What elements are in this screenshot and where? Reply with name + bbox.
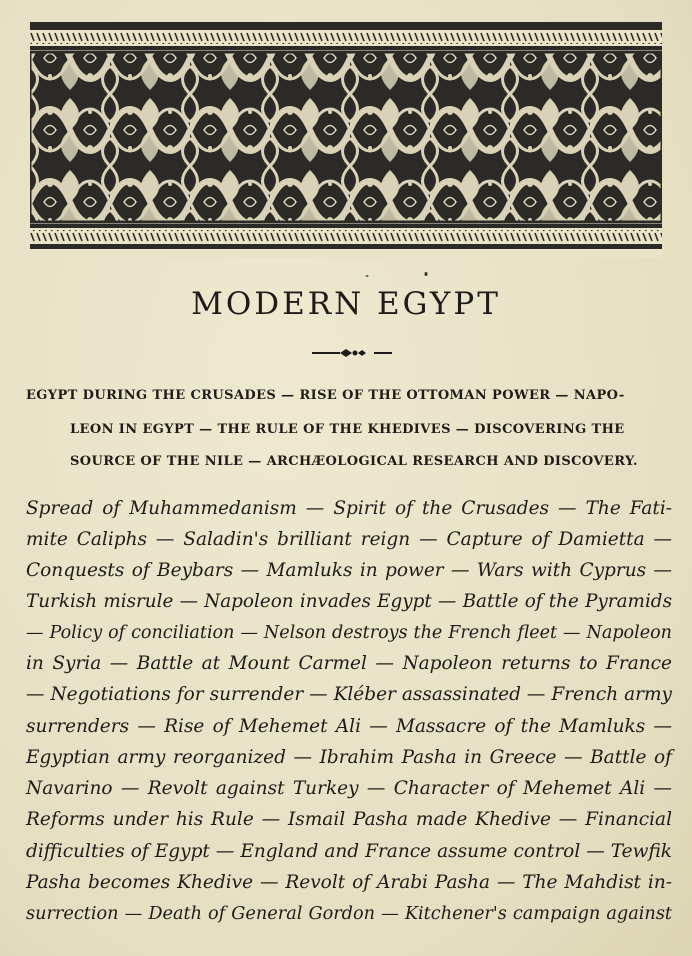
contents-line: Navarino — Revolt against Turkey — Character of Mehemet Ali — xyxy=(26,778,672,799)
contents-line: surrection — Death of General Gordon — Kitchener's campaign against xyxy=(26,904,672,924)
contents-line: surrenders — Rise of Mehemet Ali — Massacre of the Mamluks — xyxy=(26,716,672,737)
contents-line: — Negotiations for surrender — Kléber assassinated — French army xyxy=(26,684,672,705)
contents-line: Reforms under his Rule — Ismail Pasha made Khedive — Financial xyxy=(26,809,672,830)
contents-line: Turkish misrule — Napoleon invades Egypt — Battle of the Pyramids xyxy=(26,591,672,612)
chapter-title: MODERN EGYPT xyxy=(191,286,501,322)
summary-line: EGYPT DURING THE CRUSADES — RISE OF THE OTTOMAN POWER — NAPO- xyxy=(26,388,625,403)
contents-line: in Syria — Battle at Mount Carmel — Napoleon returns to France xyxy=(26,653,672,674)
contents-line: — Policy of conciliation — Nelson destroys the French fleet — Napoleon xyxy=(26,623,672,643)
contents-line: difficulties of Egypt — England and France assume control — Tewfik xyxy=(26,841,672,862)
contents-line: Egyptian army reorganized — Ibrahim Pasha in Greece — Battle of xyxy=(26,747,672,768)
contents-line: Pasha becomes Khedive — Revolt of Arabi Pasha — The Mahdist in- xyxy=(26,872,672,893)
contents-line: Conquests of Beybars — Mamluks in power — Wars with Cyprus — xyxy=(26,560,672,581)
summary-line: SOURCE OF THE NILE — ARCHÆOLOGICAL RESEARCH AND DISCOVERY. xyxy=(70,454,638,469)
summary-line: LEON IN EGYPT — THE RULE OF THE KHEDIVES — DISCOVERING THE xyxy=(70,422,625,437)
contents-line: mite Caliphs — Saladin's brilliant reign — Capture of Damietta — xyxy=(26,529,672,550)
contents-line: Spread of Muhammedanism — Spirit of the Crusades — The Fati- xyxy=(26,498,672,519)
paper-specks xyxy=(0,0,692,300)
ornamental-divider xyxy=(300,345,400,361)
